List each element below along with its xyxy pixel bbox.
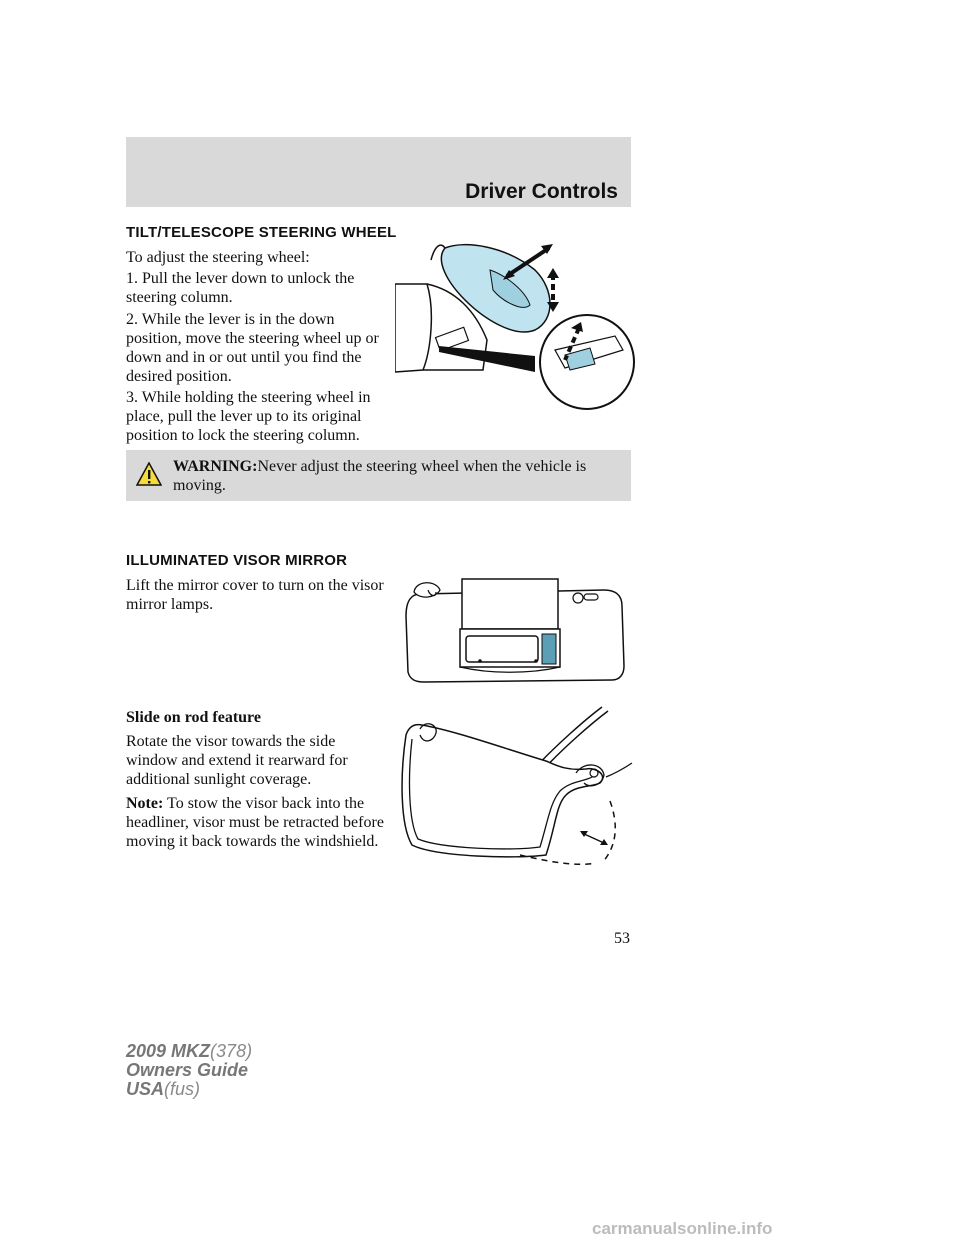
footer-line-3 [126,1080,252,1099]
steering-heading: TILT/TELESCOPE STEERING WHEEL [126,224,397,241]
warning-message: Never adjust the steering wheel when the vehicle is moving. [173,458,587,494]
footer [126,1042,252,1099]
visor-text: Lift the mirror cover to turn on the visor mirror lamps. [126,577,384,613]
visor-heading: ILLUMINATED VISOR MIRROR [126,552,348,569]
footer-line-1 [126,1042,252,1061]
warning-label: WARNING: [173,458,258,475]
visor-mirror-illustration [400,576,630,688]
page-number: 53 [614,930,630,947]
steering-step-3: 3. While holding the steering wheel in place, pull the lever up to its original position to lock the steering column. [126,389,371,444]
section-title: Driver Controls [465,180,618,203]
steering-step-1: 1. Pull the lever down to unlock the steering column. [126,270,355,306]
footer-model: 2009 MKZ [126,1041,211,1061]
rod-subheading: Slide on rod feature [126,709,261,726]
footer-line-2 [126,1061,252,1080]
rod-note [126,794,384,851]
visor-rod-illustration [396,705,636,875]
footer-guide: Owners Guide [126,1060,249,1080]
steering-step-2: 2. While the lever is in the down position, move the steering wheel up or down and in or out until you find the desired position. [126,311,379,385]
note-text: To stow the visor back into the headliner, visor must be retracted before moving it back towards the windshield. [126,795,384,850]
warning-text [173,457,621,495]
note-label: Note: [126,795,164,812]
footer-market-code: (fus) [164,1079,201,1099]
rod-text: Rotate the visor towards the side window and extend it rearward for additional sunlight coverage. [126,733,348,788]
footer-market: USA [126,1079,165,1099]
watermark: carmanualsonline.info [592,1219,773,1238]
footer-model-code: (378) [210,1041,253,1061]
steering-intro: To adjust the steering wheel: [126,249,310,266]
warning-triangle-icon [136,462,162,486]
steering-wheel-illustration [395,240,635,410]
